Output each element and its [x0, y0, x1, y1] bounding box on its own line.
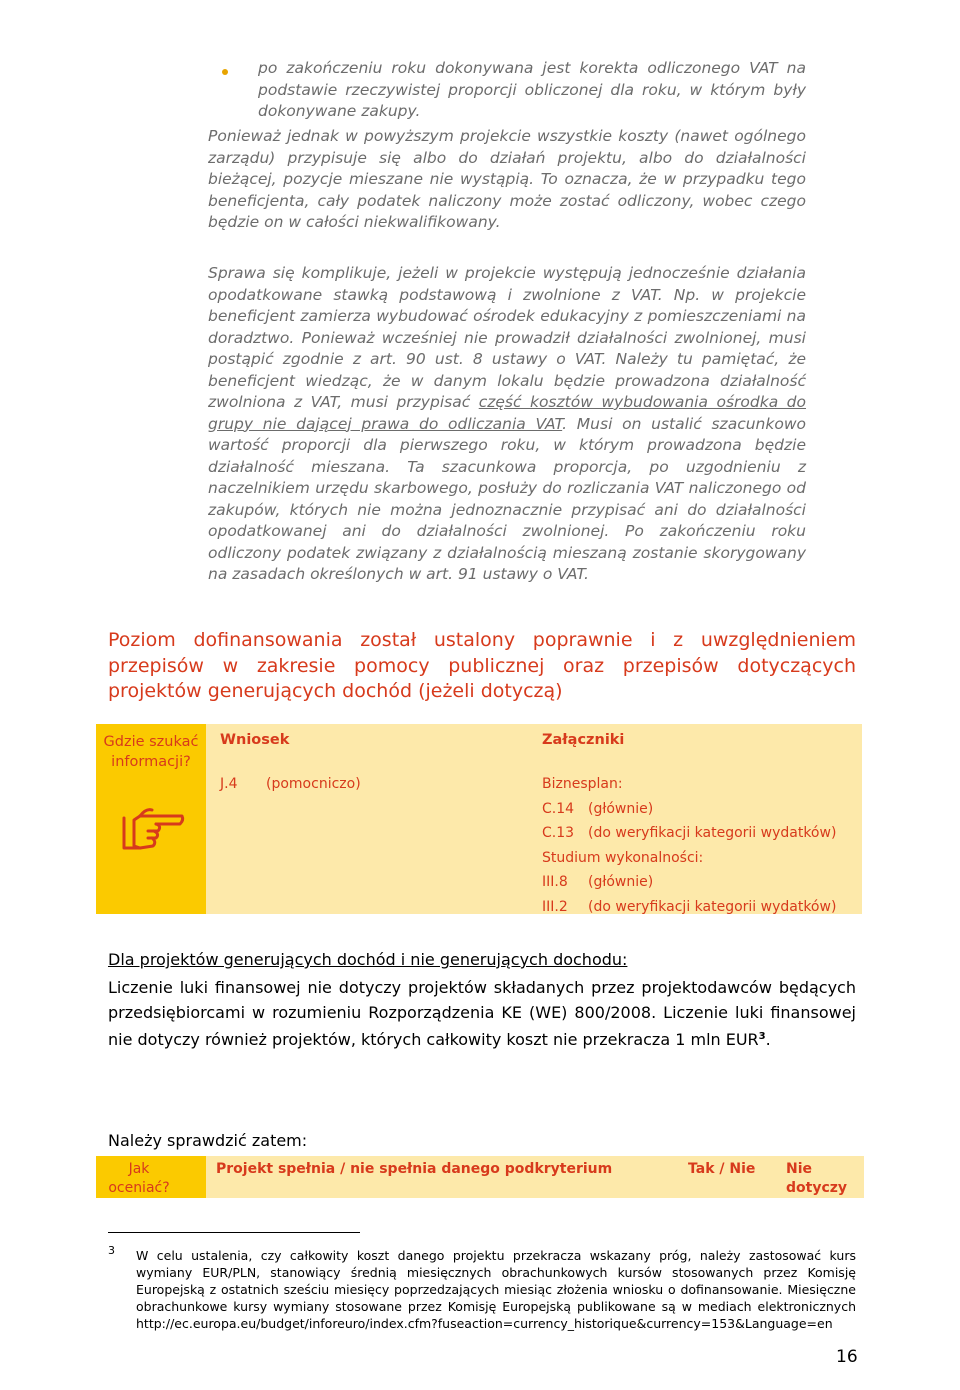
paragraph-2-end: . Musi on ustalić szacunkowo wartość proporcji dla pierwszego roku, w którym prowadzona będzie działalność mieszana. Ta szacunkowa proporcja, po uzgodnieniu z naczelnikiem urzędu skarbowego, posłuży do rozliczania VAT naliczonego od zakupów, których nie można jednoznacznie przypisać ani do działalności opodatkowanej ani do działalności zwolnionej. Po zakończeniu roku odliczony podatek związany z działalnością mieszaną zostanie skorygowany na zasadach określonych w art. 91 ustawy o VAT. — [208, 414, 806, 583]
item-code: III.2 — [542, 898, 568, 915]
paragraph-2-underlined: część kosztów wybudowania ośrodka do grupy nie dającej prawa do odliczania VAT — [208, 393, 806, 433]
item-note: (do weryfikacji kategorii wydatków) — [588, 825, 837, 841]
item-code: C.13 — [542, 825, 575, 841]
item-note: (pomocniczo) — [266, 776, 361, 792]
where-to-look-label: Gdzie szukać informacji? — [103, 734, 199, 770]
list-item — [542, 821, 836, 846]
check-heading: Należy sprawdzić zatem: — [108, 1131, 308, 1150]
footnote-text: W celu ustalenia, czy całkowity koszt danego projektu przekracza wskazany próg, należy zastosować kurs wymiany EUR/PLN, stanowiący średnią miesięcznych obrachunkowych kursów stosowanych przez Komisję Europejską z ostatnich sześciu miesięcy poprzedzających miesiąc złożenia wniosku o dofinansowanie. Miesięczne obrachunkowe kursy wymiany stosowane przez Komisję Europejską publikowane są w mediach elektronicznych http://ec.europa.eu/budget/inforeuro/index.cfm?fuseaction=currency_historique&currency=153&Language=en — [136, 1248, 856, 1331]
financial-gap-text: Liczenie luki finansowej nie dotyczy projektów składanych przez projektodawców będących przedsiębiorcami w rozumieniu Rozporządzenia KE (WE) 800/2008. Liczenie luki finansowej nie dotyczy również projektów, których całkowity koszt nie przekracza 1 mln EUR — [108, 978, 856, 1049]
list-item — [220, 772, 361, 797]
bullet-text: po zakończeniu roku dokonywana jest korekta odliczonego VAT na podstawie rzeczywistej proporcji obliczonej dla roku, w którym były dokonywane zakupy. — [258, 59, 806, 120]
paragraph-period: . — [765, 1030, 771, 1049]
application-column-title: Wniosek — [220, 732, 290, 748]
page-number: 16 — [836, 1347, 858, 1367]
item-note: (do weryfikacji kategorii wydatków) — [588, 898, 837, 915]
income-projects-subheading: Dla projektów generujących dochód i nie generujących dochodu: — [108, 950, 628, 969]
footnote-reference: 3 — [758, 1031, 766, 1042]
criterion-column-header: Projekt spełnia / nie spełnia danego podkryterium — [216, 1161, 613, 1177]
info-box — [96, 724, 862, 914]
how-to-evaluate-label: Jak oceniać? — [108, 1161, 170, 1196]
list-item — [542, 846, 836, 871]
list-item — [542, 772, 836, 797]
item-code: C.14 — [542, 800, 575, 817]
section-heading: Poziom dofinansowania został ustalony poprawnie i z uwzględnieniem przepisów w zakresie pomocy publicznej oraz przepisów dotyczących projektów generujących dochód (jeżeli dotyczą) — [108, 629, 856, 702]
list-item — [542, 895, 836, 920]
item-code: J.4 — [220, 776, 238, 792]
attachments-column-title: Załączniki — [542, 732, 625, 748]
attachments-list — [542, 772, 836, 919]
footnote-divider — [108, 1232, 360, 1233]
info-box-label-panel — [96, 724, 206, 914]
bullet-marker — [222, 69, 228, 75]
evaluation-label-panel — [96, 1156, 206, 1198]
list-item — [542, 797, 836, 822]
item-code: Studium wykonalności: — [542, 849, 704, 866]
paragraph-2 — [208, 263, 806, 586]
footnote-number: 3 — [108, 1244, 115, 1257]
paragraph-2-start: Sprawa się komplikuje, jeżeli w projekcie występują jednocześnie działania opodatkowane stawką podstawową i zwolnione z VAT. Np. w projekcie beneficjent zamierza wybudować ośrodek edukacyjny z pomieszczeniami na doradztwo. Ponieważ wcześniej nie prowadził działalności zwolnionej, musi postąpić zgodnie z art. 90 ust. 8 ustawy o VAT. Należy tu pamiętać, że beneficjent wiedząc, że w danym lokalu będzie prowadzona działalność zwolniona z VAT, musi przypisać — [208, 264, 806, 411]
list-item — [542, 870, 836, 895]
not-applicable-column-header: Nie dotyczy — [786, 1161, 848, 1196]
item-note: (głównie) — [588, 800, 654, 817]
evaluation-bar — [96, 1156, 864, 1198]
item-code: Biznesplan: — [542, 776, 623, 792]
financial-gap-paragraph — [108, 976, 856, 1053]
item-note: (głównie) — [588, 874, 654, 890]
paragraph-1: Ponieważ jednak w powyższym projekcie wszystkie koszty (nawet ogólnego zarządu) przypisuje się albo do działań projektu, albo do działalności bieżącej, pozycje mieszane nie wystąpią. To oznacza, że w przypadku tego beneficjenta, cały podatek naliczony może zostać odliczony, wobec czego będzie on w całości niekwalifikowany. — [208, 127, 806, 231]
pointing-hand-icon — [120, 796, 186, 860]
item-code: III.8 — [542, 874, 568, 890]
yes-no-column-header: Tak / Nie — [688, 1161, 756, 1177]
